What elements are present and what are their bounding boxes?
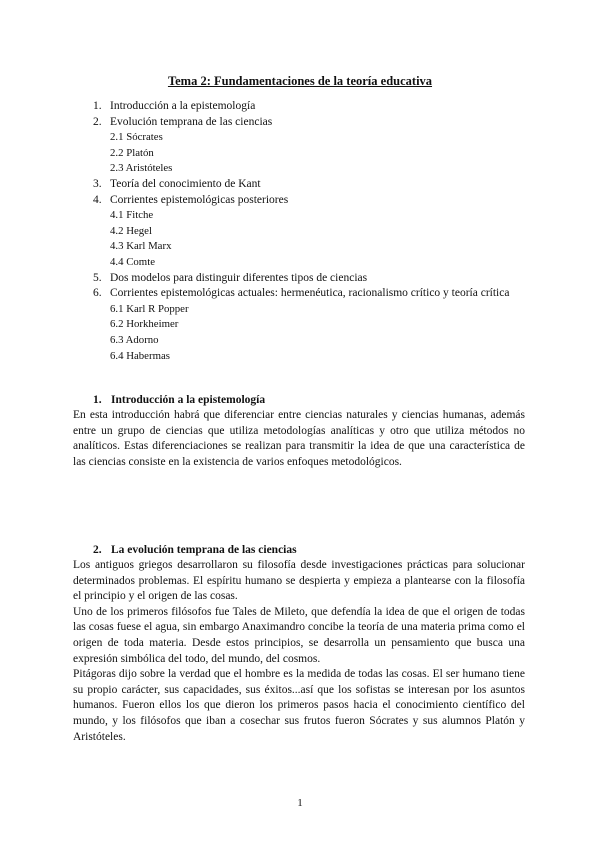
toc-subitem: 2.2 Platón bbox=[110, 146, 154, 159]
toc-number: 5. bbox=[93, 271, 102, 284]
section-2 bbox=[73, 542, 525, 745]
table-of-contents bbox=[93, 99, 553, 364]
section-heading bbox=[73, 542, 525, 558]
paragraph: Los antiguos griegos desarrollaron su filosofía desde investigaciones prácticas para solucionar determinados problemas. El espíritu humano se despierta y empieza a plantearse con la filosofía el principio y el origen de las cosas. bbox=[73, 559, 525, 603]
section-number: 1. bbox=[93, 394, 102, 406]
toc-item-4 bbox=[93, 193, 553, 209]
toc-subitem: 6.2 Horkheimer bbox=[110, 318, 179, 331]
toc-subitem: 4.1 Fitche bbox=[110, 209, 154, 222]
toc-item-2 bbox=[93, 115, 553, 131]
toc-label: Corrientes epistemológicas actuales: hermenéutica, racionalismo crítico y teoría crítica bbox=[110, 287, 510, 300]
toc-subitem: 2.1 Sócrates bbox=[110, 131, 163, 144]
toc-subitem: 4.2 Hegel bbox=[110, 224, 152, 237]
toc-number: 6. bbox=[93, 287, 102, 300]
toc-item-5 bbox=[93, 271, 553, 287]
toc-subitem: 2.3 Aristóteles bbox=[110, 162, 173, 175]
paragraph: En esta introducción habrá que diferenciar entre ciencias naturales y ciencias humanas, además entre un grupo de ciencias que utiliza metodologías analíticas y otro que utiliza métodos no analíticos. Estas diferenciaciones se realizan para transmitir la idea de que una característica de las ciencias consiste en la existencia de varios enfoques metodológicos. bbox=[73, 409, 525, 468]
toc-label: Introducción a la epistemología bbox=[110, 100, 256, 112]
page-title: Tema 2: Fundamentaciones de la teoría educativa bbox=[167, 74, 433, 88]
toc-number: 1. bbox=[93, 100, 102, 112]
section-heading bbox=[73, 392, 525, 408]
toc-label: Corrientes epistemológicas posteriores bbox=[110, 193, 289, 206]
section-number: 2. bbox=[93, 544, 102, 556]
toc-label: Teoría del conocimiento de Kant bbox=[110, 177, 261, 190]
page-number: 1 bbox=[297, 797, 303, 809]
toc-subitem: 4.4 Comte bbox=[110, 255, 155, 268]
section-title: La evolución temprana de las ciencias bbox=[111, 544, 297, 556]
paragraph: Uno de los primeros filósofos fue Tales de Mileto, que defendía la idea de que el origen de todas las cosas fuese el agua, sin embargo Anaximandro concibe la teoría de una materia prima como el origen de toda materia. Desde estos principios, se desarrolla un pensamiento que busca una expresión simbólica del todo, del mundo, del cosmos. bbox=[73, 605, 525, 665]
toc-subitem: 6.3 Adorno bbox=[110, 333, 159, 346]
paragraph: Pitágoras dijo sobre la verdad que el hombre es la medida de todas las cosas. El ser humano tiene su propio carácter, sus capacidades, sus éxitos...así que los sofistas se interesan por los asuntos humanos. Fueron ellos los que dieron los primeros pasos hacia el conocimiento científico del mundo, y los filósofos que iban a cosechar sus frutos fueron Sócrates y sus alumnos Platón y Aristóteles. bbox=[73, 668, 525, 743]
section-title: Introducción a la epistemología bbox=[111, 394, 266, 406]
toc-number: 2. bbox=[93, 115, 102, 128]
toc-subitem: 6.4 Habermas bbox=[110, 349, 170, 362]
toc-item-3 bbox=[93, 177, 553, 193]
toc-item-1 bbox=[93, 99, 553, 115]
section-1 bbox=[73, 392, 525, 470]
toc-number: 4. bbox=[93, 193, 102, 206]
toc-subitem: 6.1 Karl R Popper bbox=[110, 302, 189, 315]
toc-label: Evolución temprana de las ciencias bbox=[110, 115, 273, 128]
toc-subitem: 4.3 Karl Marx bbox=[110, 240, 172, 253]
toc-item-6 bbox=[93, 286, 553, 302]
toc-number: 3. bbox=[93, 177, 102, 190]
toc-label: Dos modelos para distinguir diferentes tipos de ciencias bbox=[110, 271, 368, 284]
